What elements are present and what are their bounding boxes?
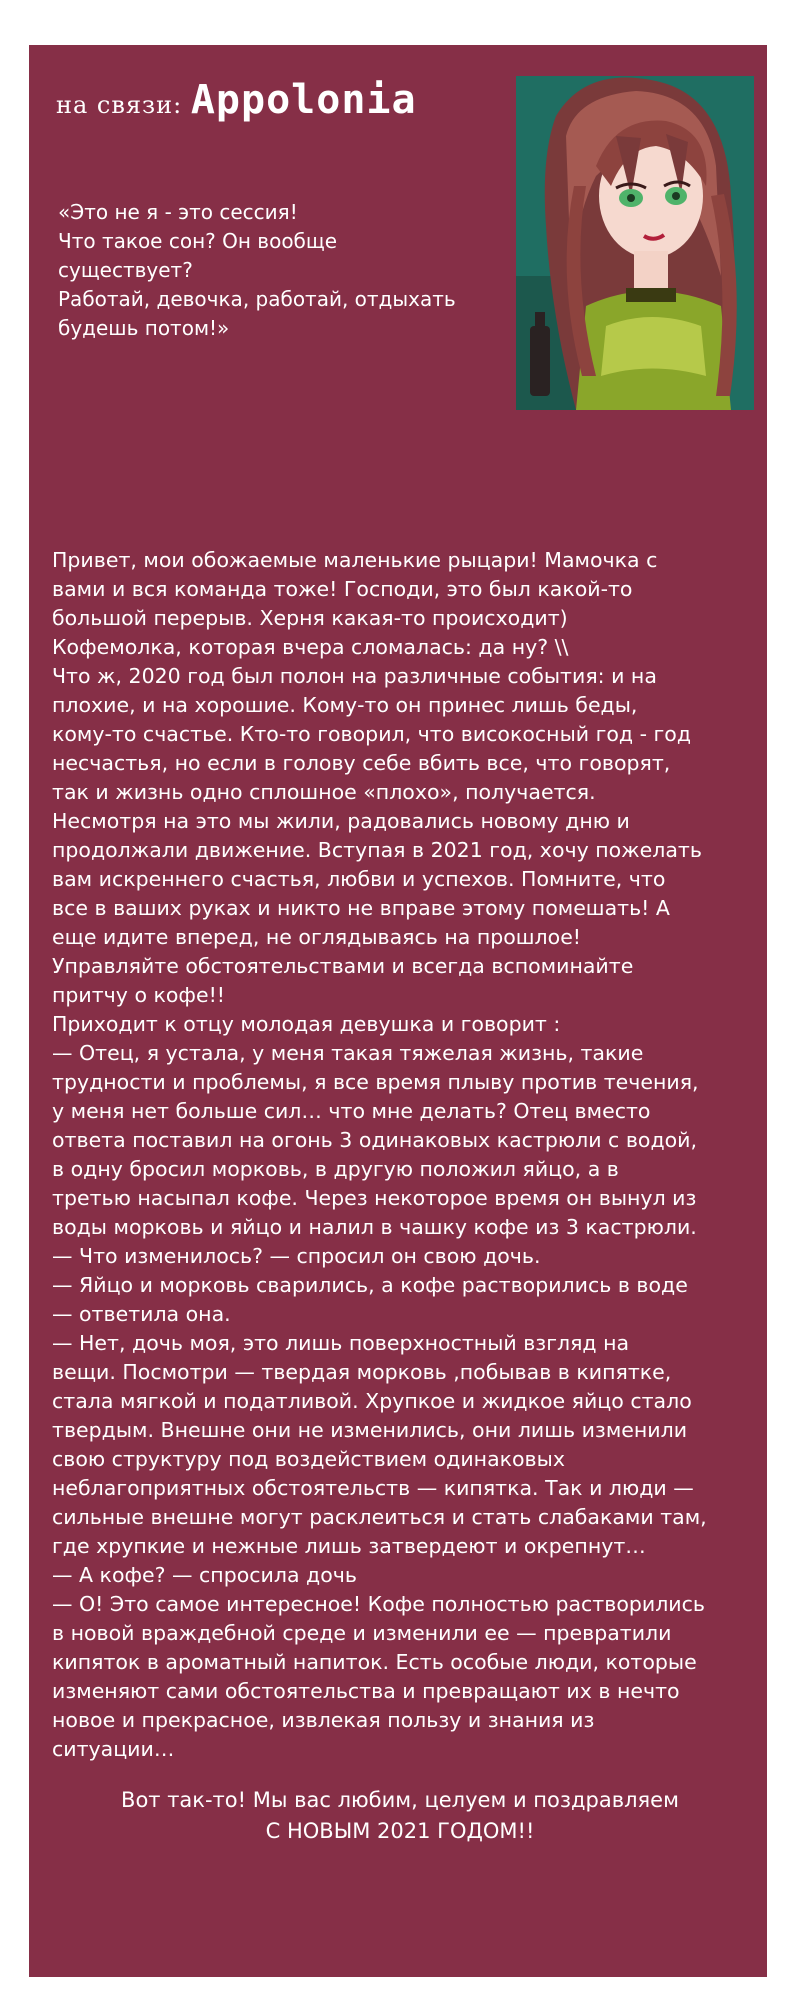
author-portrait <box>516 76 754 410</box>
author-quote: «Это не я - это сессия! Что такое сон? Он вообще существует? Работай, девочка, работай, отдыхать будешь потом!» <box>58 200 456 340</box>
anime-girl-portrait-icon <box>516 76 754 410</box>
author-name: Appolonia <box>190 77 417 123</box>
author-header <box>56 77 417 123</box>
header-prefix: на связи: <box>56 91 191 119</box>
closing-greeting: Вот так-то! Мы вас любим, целуем и поздравляем С НОВЫМ 2021 ГОДОМ!! <box>121 1788 679 1843</box>
letter-body: Привет, мои обожаемые маленькие рыцари! Мамочка с вами и вся команда тоже! Господи, это был какой-то большой перерыв. Херня какая-то происходит) Кофемолка, которая вчера сломалась: да ну? \\ Что ж, 2020 год был полон на различные события: и на плохие, и на хорошие. Кому-то он принес лишь беды, кому-то счастье. Кто-то говорил, что високосный год - год несчастья, но если в голову себе вбить все, что говорят, так и жизнь одно сплошное «плохо», получается. Несмотря на это мы жили, радовались новому дню и продолжали движение. Вступая в 2021 год, хочу пожелать вам искреннего счастья, любви и успехов. Помните, что все в ваших руках и никто не вправе этому помешать! А еще идите вперед, не оглядываясь на прошлое! Управляйте обстоятельствами и всегда вспоминайте притчу о кофе!! Приходит к отцу молодая девушка и говорит : — Отец, я устала, у меня такая тяжелая жизнь, такие трудности и проблемы, я все время плыву против течения, у меня нет больше сил… что мне делать? Отец вместо ответа поставил на огонь 3 одинаковых кастрюли с водой, в одну бросил морковь, в другую положил яйцо, а в третью насыпал кофе. Через некоторое время он вынул из воды морковь и яйцо и налил в чашку кофе из 3 кастрюли. — Что изменилось? — спросил он свою дочь. — Яйцо и морковь сварились, а кофе растворились в воде — ответила она. — Нет, дочь моя, это лишь поверхностный взгляд на вещи. Посмотри — твердая морковь ,побывав в кипятке, стала мягкой и податливой. Хрупкое и жидкое яйцо стало твердым. Внешне они не изменились, они лишь изменили свою структуру под воздействием одинаковых неблагоприятных обстоятельств — кипятка. Так и люди — сильные внешне могут расклеиться и стать слабаками там, где хрупкие и нежные лишь затвердеют и окрепнут… — А кофе? — спросила дочь — О! Это самое интересное! Кофе полностью растворились в новой враждебной среде и изменили ее — превратили кипяток в ароматный напиток. Есть особые люди, которые изменяют сами обстоятельства и превращают их в нечто новое и прекрасное, извлекая пользу и знания из ситуации… <box>52 548 707 1761</box>
